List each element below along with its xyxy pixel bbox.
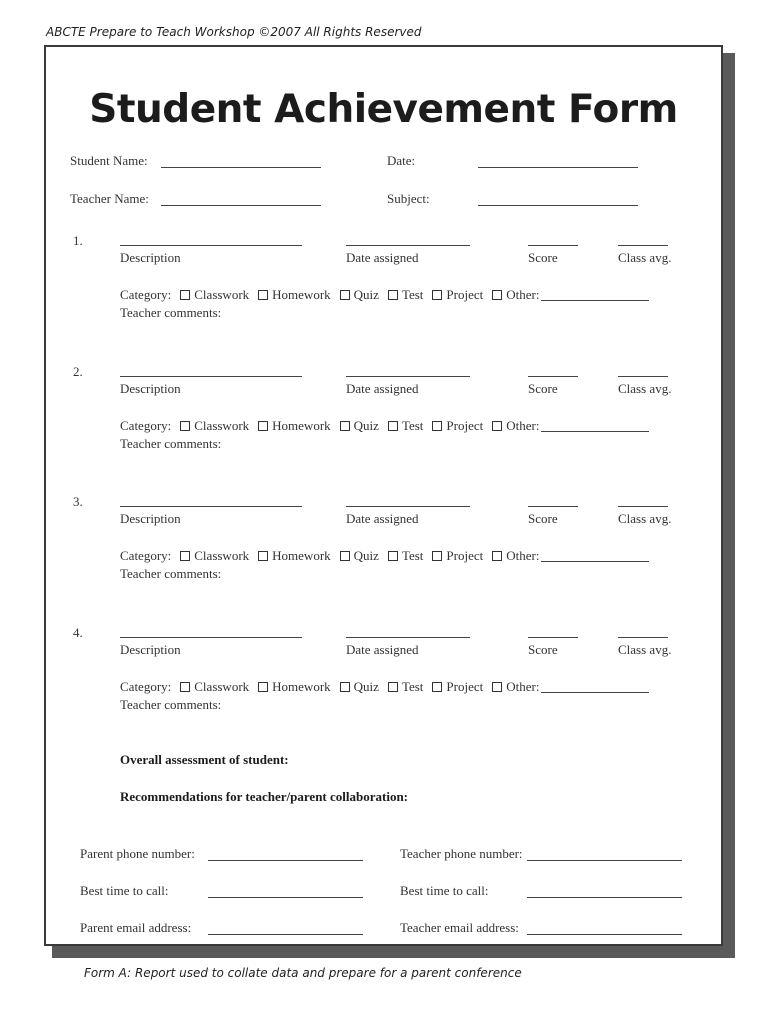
teacher-comments-label: Teacher comments: <box>120 305 222 320</box>
parent-email-label: Parent email address: <box>80 920 192 935</box>
form-page <box>44 45 723 946</box>
checkbox-icon[interactable] <box>180 421 190 431</box>
category-option-label: Classwork <box>194 679 250 694</box>
category-option-quiz[interactable] <box>340 679 379 695</box>
category-label: Category: <box>120 548 172 563</box>
student-name-field[interactable] <box>161 167 321 168</box>
category-option-label: Homework <box>272 548 331 563</box>
description-label: Description <box>120 381 181 396</box>
checkbox-icon[interactable] <box>340 290 350 300</box>
checkbox-icon[interactable] <box>180 290 190 300</box>
checkbox-icon[interactable] <box>388 551 398 561</box>
category-option-label: Test <box>401 548 424 563</box>
category-option-label: Project <box>446 548 484 563</box>
category-label: Category: <box>120 287 172 302</box>
teacher-email-field[interactable] <box>527 934 682 935</box>
category-option-label: Classwork <box>194 548 250 563</box>
category-option-test[interactable] <box>388 418 423 434</box>
checkbox-icon[interactable] <box>492 682 502 692</box>
subject-label: Subject: <box>387 191 430 206</box>
category-row <box>120 679 649 695</box>
checkbox-icon[interactable] <box>258 290 268 300</box>
checkbox-icon[interactable] <box>258 421 268 431</box>
category-option-other[interactable] <box>492 548 539 564</box>
student-name-label: Student Name: <box>70 153 148 168</box>
teacher-phone-field[interactable] <box>527 860 682 861</box>
category-option-label: Test <box>401 287 424 302</box>
category-option-label: Test <box>401 679 424 694</box>
checkbox-icon[interactable] <box>388 682 398 692</box>
category-option-classwork[interactable] <box>180 418 249 434</box>
teacher-name-field[interactable] <box>161 205 321 206</box>
category-option-label: Homework <box>272 287 331 302</box>
category-option-label: Project <box>446 679 484 694</box>
class-avg-field[interactable] <box>618 506 668 507</box>
other-category-field[interactable] <box>541 682 649 693</box>
category-option-project[interactable] <box>432 548 483 564</box>
category-option-label: Project <box>446 287 484 302</box>
score-label: Score <box>528 250 558 265</box>
teacher-phone-label: Teacher phone number: <box>400 846 523 861</box>
teacher-email-label: Teacher email address: <box>400 920 519 935</box>
teacher-comments-label: Teacher comments: <box>120 697 222 712</box>
description-label: Description <box>120 642 181 657</box>
category-option-quiz[interactable] <box>340 548 379 564</box>
other-category-field[interactable] <box>541 551 649 562</box>
parent-phone-label: Parent phone number: <box>80 846 195 861</box>
category-option-classwork[interactable] <box>180 287 249 303</box>
category-option-label: Quiz <box>353 418 379 433</box>
class-avg-field[interactable] <box>618 245 668 246</box>
checkbox-icon[interactable] <box>432 682 442 692</box>
overall-assessment-heading: Overall assessment of student: <box>120 752 289 767</box>
category-row <box>120 287 649 303</box>
other-category-field[interactable] <box>541 421 649 432</box>
category-option-homework[interactable] <box>258 418 331 434</box>
category-option-label: Other: <box>506 287 540 302</box>
category-label: Category: <box>120 418 172 433</box>
checkbox-icon[interactable] <box>432 421 442 431</box>
date-assigned-field[interactable] <box>346 376 470 377</box>
parent-email-field[interactable] <box>208 934 363 935</box>
category-option-label: Classwork <box>194 287 250 302</box>
item-number: 4. <box>73 625 83 640</box>
category-option-label: Homework <box>272 418 331 433</box>
category-option-classwork[interactable] <box>180 548 249 564</box>
score-label: Score <box>528 642 558 657</box>
description-field[interactable] <box>120 506 302 507</box>
category-option-label: Test <box>401 418 424 433</box>
category-option-quiz[interactable] <box>340 418 379 434</box>
teacher-name-label: Teacher Name: <box>70 191 149 206</box>
description-field[interactable] <box>120 637 302 638</box>
category-option-label: Project <box>446 418 484 433</box>
teacher-comments-label: Teacher comments: <box>120 566 222 581</box>
category-option-other[interactable] <box>492 287 539 303</box>
footer-note: Form A: Report used to collate data and prepare for a parent conference <box>84 966 522 980</box>
teacher-best-time-label: Best time to call: <box>400 883 489 898</box>
score-field[interactable] <box>528 506 578 507</box>
item-number: 2. <box>73 364 83 379</box>
category-row <box>120 548 649 564</box>
checkbox-icon[interactable] <box>492 551 502 561</box>
category-option-test[interactable] <box>388 287 423 303</box>
category-option-label: Quiz <box>353 287 379 302</box>
class-avg-field[interactable] <box>618 637 668 638</box>
description-label: Description <box>120 511 181 526</box>
category-option-label: Quiz <box>353 548 379 563</box>
category-option-homework[interactable] <box>258 287 331 303</box>
parent-best-time-field[interactable] <box>208 897 363 898</box>
checkbox-icon[interactable] <box>340 421 350 431</box>
date-assigned-field[interactable] <box>346 245 470 246</box>
class-avg-label: Class avg. <box>618 381 672 396</box>
subject-field[interactable] <box>478 205 638 206</box>
category-option-project[interactable] <box>432 679 483 695</box>
item-number: 1. <box>73 233 83 248</box>
score-field[interactable] <box>528 376 578 377</box>
date-field[interactable] <box>478 167 638 168</box>
class-avg-label: Class avg. <box>618 250 672 265</box>
date-label: Date: <box>387 153 416 168</box>
checkbox-icon[interactable] <box>340 551 350 561</box>
header-note: ABCTE Prepare to Teach Workshop ©2007 All Rights Reserved <box>46 25 422 39</box>
checkbox-icon[interactable] <box>388 290 398 300</box>
recommendations-heading: Recommendations for teacher/parent collaboration: <box>120 789 408 804</box>
score-field[interactable] <box>528 245 578 246</box>
category-option-label: Homework <box>272 679 331 694</box>
category-option-quiz[interactable] <box>340 287 379 303</box>
category-option-project[interactable] <box>432 287 483 303</box>
category-option-test[interactable] <box>388 548 423 564</box>
page-title: Student Achievement Form <box>89 87 678 132</box>
checkbox-icon[interactable] <box>492 421 502 431</box>
checkbox-icon[interactable] <box>340 682 350 692</box>
description-field[interactable] <box>120 376 302 377</box>
score-field[interactable] <box>528 637 578 638</box>
date-assigned-label: Date assigned <box>346 250 419 265</box>
category-option-homework[interactable] <box>258 548 331 564</box>
date-assigned-field[interactable] <box>346 637 470 638</box>
parent-phone-field[interactable] <box>208 860 363 861</box>
checkbox-icon[interactable] <box>180 551 190 561</box>
teacher-best-time-field[interactable] <box>527 897 682 898</box>
date-assigned-label: Date assigned <box>346 381 419 396</box>
category-option-project[interactable] <box>432 418 483 434</box>
checkbox-icon[interactable] <box>432 551 442 561</box>
date-assigned-label: Date assigned <box>346 511 419 526</box>
checkbox-icon[interactable] <box>432 290 442 300</box>
checkbox-icon[interactable] <box>258 551 268 561</box>
category-option-label: Quiz <box>353 679 379 694</box>
category-row <box>120 418 649 434</box>
category-option-label: Other: <box>506 548 540 563</box>
category-option-label: Other: <box>506 679 540 694</box>
class-avg-label: Class avg. <box>618 511 672 526</box>
description-label: Description <box>120 250 181 265</box>
other-category-field[interactable] <box>541 290 649 301</box>
checkbox-icon[interactable] <box>180 682 190 692</box>
category-option-other[interactable] <box>492 418 539 434</box>
category-option-other[interactable] <box>492 679 539 695</box>
category-option-classwork[interactable] <box>180 679 249 695</box>
description-field[interactable] <box>120 245 302 246</box>
category-option-label: Other: <box>506 418 540 433</box>
class-avg-field[interactable] <box>618 376 668 377</box>
category-option-label: Classwork <box>194 418 250 433</box>
score-label: Score <box>528 381 558 396</box>
item-number: 3. <box>73 494 83 509</box>
date-assigned-label: Date assigned <box>346 642 419 657</box>
category-label: Category: <box>120 679 172 694</box>
category-option-homework[interactable] <box>258 679 331 695</box>
category-option-test[interactable] <box>388 679 423 695</box>
score-label: Score <box>528 511 558 526</box>
checkbox-icon[interactable] <box>492 290 502 300</box>
class-avg-label: Class avg. <box>618 642 672 657</box>
parent-best-time-label: Best time to call: <box>80 883 169 898</box>
date-assigned-field[interactable] <box>346 506 470 507</box>
teacher-comments-label: Teacher comments: <box>120 436 222 451</box>
checkbox-icon[interactable] <box>258 682 268 692</box>
checkbox-icon[interactable] <box>388 421 398 431</box>
